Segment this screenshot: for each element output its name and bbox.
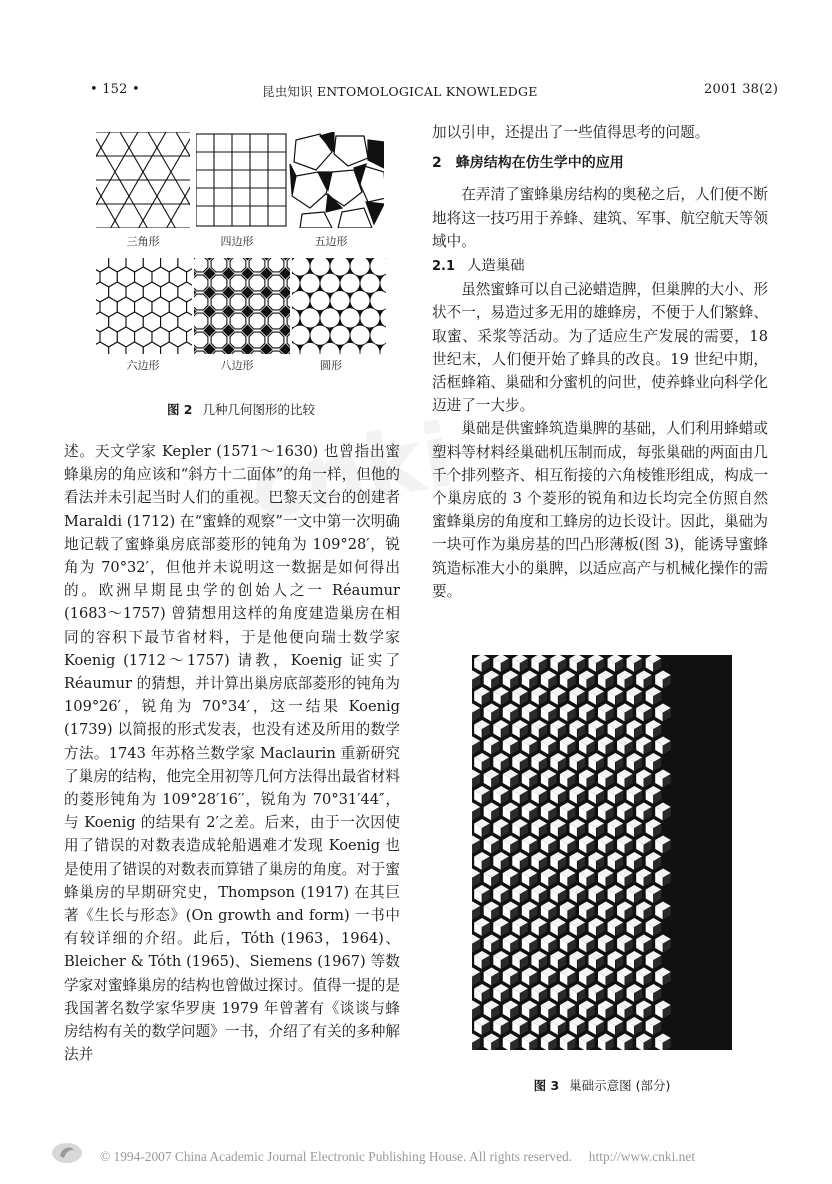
figure-3-caption-text: 巢础示意图 (部分) bbox=[569, 1078, 671, 1093]
right-paragraph-2: 虽然蜜蜂可以自己泌蜡造脾，但巢脾的大小、形状不一，易造过多无用的雄蜂房，不便于人们繁蜂、取蜜、采浆等活动。为了适应生产发展的需要，18 世纪末，人们便开始了蜂具的改良。19 世纪中期，活框蜂箱、巢础和分蜜机的问世，使养蜂业向科学化迈进了一大步。 bbox=[432, 281, 768, 415]
right-paragraph-1: 在弄清了蜜蜂巢房结构的奥秘之后，人们便不断地将这一技巧用于养蜂、建筑、军事、航空航天等领域中。 bbox=[432, 186, 768, 250]
issue-info: 2001 38(2) bbox=[704, 82, 779, 97]
right-column bbox=[432, 121, 768, 603]
subsection-heading bbox=[432, 255, 768, 278]
figure-2-caption-number: 图 2 bbox=[166, 402, 193, 417]
right-paragraph-continued: 加以引申，还提出了一些值得思考的问题。 bbox=[432, 124, 710, 141]
figure-2-caption-text: 几种几何图形的比较 bbox=[202, 402, 316, 417]
figure-3-caption-number: 图 3 bbox=[533, 1078, 560, 1093]
triangle-tiling bbox=[96, 132, 250, 236]
section-title: 2 蜂房结构在仿生学中的应用 bbox=[432, 155, 624, 172]
copyright-footer: © 1994-2007 China Academic Journal Electronic Publishing House. All rights reserved. http://www.cnki.net bbox=[100, 1149, 696, 1164]
label-triangle: 三角形 bbox=[126, 235, 160, 248]
cnki-logo-icon bbox=[50, 1140, 84, 1166]
label-octagon: 八边形 bbox=[220, 359, 254, 372]
left-column bbox=[64, 440, 400, 1066]
figure-3-comb-foundation bbox=[472, 655, 732, 1050]
page-number: • 152 • bbox=[90, 82, 140, 97]
square-tiling bbox=[196, 134, 286, 226]
figure-3-caption bbox=[472, 1076, 732, 1094]
label-circle: 圆形 bbox=[320, 359, 342, 372]
octagon-tiling bbox=[185, 249, 311, 375]
label-quadrilateral: 四边形 bbox=[220, 235, 254, 248]
figure-2-caption bbox=[96, 400, 386, 418]
label-hexagon: 六边形 bbox=[126, 359, 160, 372]
right-paragraph-3: 巢础是供蜜蜂筑造巢脾的基础，人们利用蜂蜡或塑料等材料经巢础机压制而成，每张巢础的两面由几千个排列整齐、相互衔接的六角棱锥形组成，构成一个巢房底的 3 个菱形的锐角和边长均完全仿照自然蜜蜂巢房的角度和工蜂房的边长设计。因此，巢础为一块可作为巢房基的凹凸形薄板(图 3)，能诱导蜜蜂筑造标准大小的巢脾，以适应高产与机械化操作的需要。 bbox=[432, 420, 768, 600]
subsection-title: 人造巢础 bbox=[467, 258, 525, 275]
label-pentagon: 五边形 bbox=[314, 235, 348, 248]
left-paragraph: 述。天文学家 Kepler (1571～1630) 也曾指出蜜蜂巢房的角应该和“斜方十二面体”的角一样，但他的看法并未引起当时人们的重视。巴黎天文台的创建者 Maraldi (1712) 在“蜜蜂的观察”一文中第一次明确地记载了蜜蜂巢房底部菱形的钝角为 109°28′，锐角为 70°32′，但他并未说明这一数据是如何得出的。欧洲早期昆虫学的创始人之一 Réaumur (1683～1757) 曾猜想用这样的角度建造巢房在相同的容积下最节省材料，于是他便向瑞士数学家 Koenig (1712～1757) 请教，Koenig 证实了 Réaumur 的猜想，并计算出巢房底部菱形的钝角为 109°26′，锐角为 70°34′，这一结果 Koenig (1739) 以简报的形式发表，也没有述及所用的数学方法。1743 年苏格兰数学家 Maclaurin 重新研究了巢房的结构，他完全用初等几何方法得出最省材料的菱形钝角为 109°28′16′′，锐角为 70°31′44″，与 Koenig 的结果有 2′之差。后来，由于一次因使用了错误的对数表造成轮船遇难才发现 Koenig 也是使用了错误的对数表而算错了巢房的角度。对于蜜蜂巢房的早期研究史，Thompson (1917) 在其巨著《生长与形态》(On growth and form) 一书中有较详细的介绍。此后，Tóth (1963，1964)、Bleicher & Tóth (1965)、Siemens (1967) 等数学家对蜜蜂巢房的结构也曾做过探讨。值得一提的是我国著名数学家华罗庚 1979 年曾著有《谈谈与蜂房结构有关的数学问题》一书，介绍了有关的多种解法并 bbox=[64, 443, 400, 1064]
journal-name: 昆虫知识 ENTOMOLOGICAL KNOWLEDGE bbox=[262, 84, 538, 99]
subsection-number: 2.1 bbox=[432, 259, 456, 275]
figure-2-shapes bbox=[96, 132, 386, 382]
pentagon-tiling bbox=[290, 132, 386, 228]
